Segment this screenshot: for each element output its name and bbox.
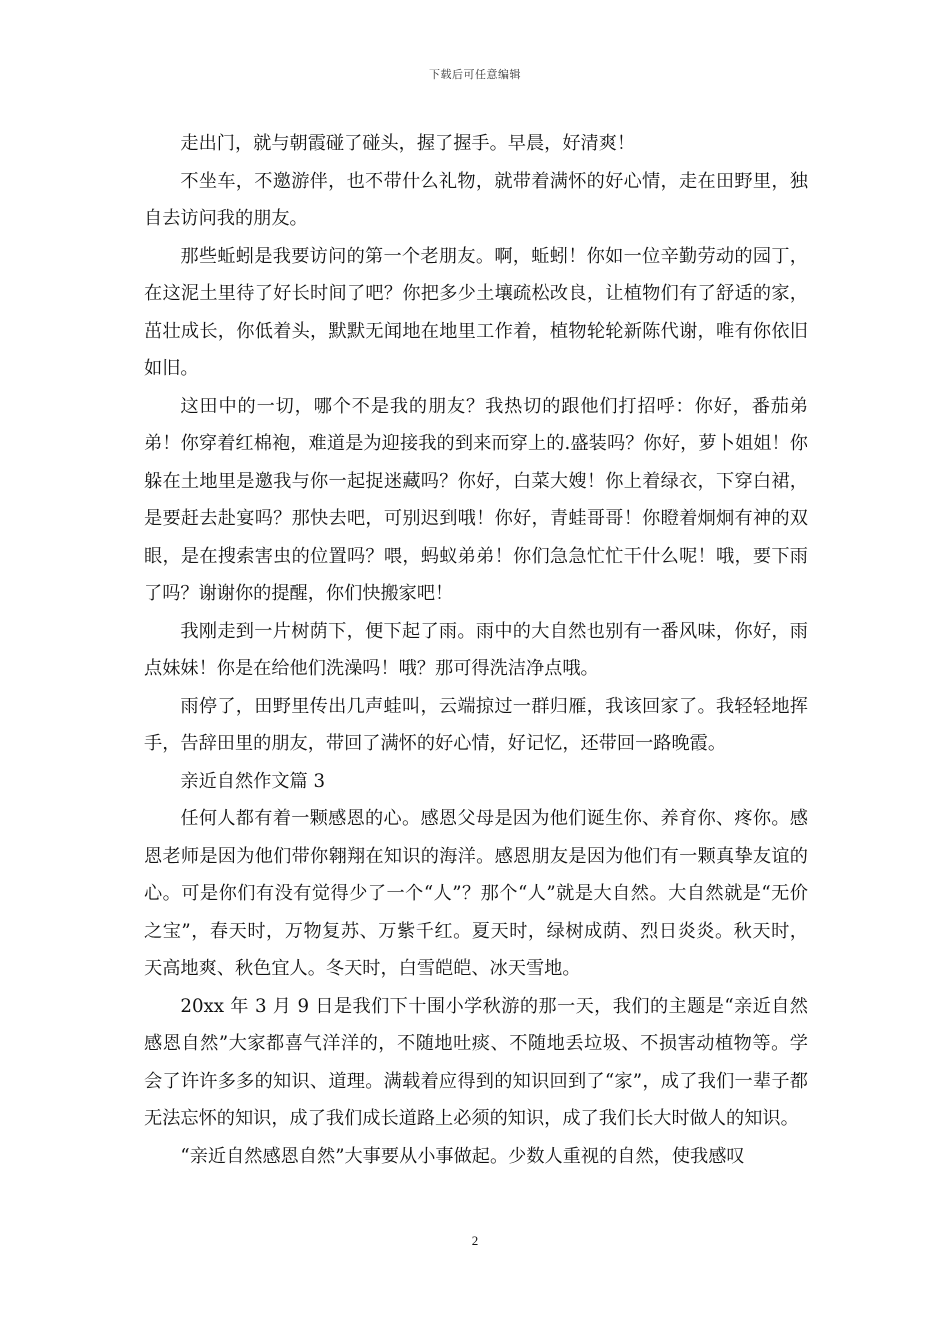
paragraph: 这田中的一切，哪个不是我的朋友？我热切的跟他们打招呼：你好，番茄弟弟！你穿着红棉袍，难道是为迎接我的到来而穿上的.盛装吗？你好，萝卜姐姐！你躲在土地里是邀我与你一起捉迷藏吗？你好，白菜大嫂！你上着绿衣，下穿白裙，是要赶去赴宴吗？那快去吧，可别迟到哦！你好，青蛙哥哥！你瞪着炯炯有神的双眼，是在搜索害虫的位置吗？喂，蚂蚁弟弟！你们急急忙忙干什么呢！哦，要下雨了吗？谢谢你的提醒，你们快搬家吧！: [144, 395, 808, 604]
paragraph: 走出门，就与朝霞碰了碰头，握了握手。早晨，好清爽！: [180, 133, 636, 154]
paragraph: “亲近自然感恩自然”大事要从小事做起。少数人重视的自然，使我感叹: [180, 1145, 745, 1167]
section-heading: 亲近自然作文篇 3: [180, 770, 326, 792]
page-header: 下载后可任意编辑: [429, 68, 521, 81]
page-number: 2: [471, 1233, 479, 1248]
paragraph: 20xx 年 3 月 9 日是我们下十围小学秋游的那一天，我们的主题是“亲近自然感恩自然”大家都喜气洋洋的，不随地吐痰、不随地丢垃圾、不损害动植物等。学会了许许多多的知识、道理。满载着应得到的知识回到了“家”，成了我们一辈子都无法忘怀的知识，成了我们成长道路上必须的知识，成了我们长大时做人的知识。: [144, 995, 808, 1129]
paragraph: 那些蚯蚓是我要访问的第一个老朋友。啊，蚯蚓！你如一位辛勤劳动的园丁，在这泥土里待了好长时间了吧？你把多少土壤疏松改良，让植物们有了舒适的家，茁壮成长，你低着头，默默无闻地在地里工作着，植物轮轮新陈代谢，唯有你依旧如旧。: [144, 245, 808, 379]
document-body: [144, 125, 808, 1175]
paragraph: 我刚走到一片树荫下，便下起了雨。雨中的大自然也别有一番风味，你好，雨点妹妹！你是在给他们洗澡吗！哦？那可得洗洁净点哦。: [144, 620, 808, 679]
paragraph: 雨停了，田野里传出几声蛙叫，云端掠过一群归雁，我该回家了。我轻轻地挥手，告辞田里的朋友，带回了满怀的好心情，好记忆，还带回一路晚霞。: [144, 695, 808, 754]
paragraph: 任何人都有着一颗感恩的心。感恩父母是因为他们诞生你、养育你、疼你。感恩老师是因为他们带你翱翔在知识的海洋。感恩朋友是因为他们有一颗真挚友谊的心。可是你们有没有觉得少了一个“人”？那个“人”就是大自然。大自然就是“无价之宝”，春天时，万物复苏、万紫千红。夏天时，绿树成荫、烈日炎炎。秋天时，天高地爽、秋色宜人。冬天时，白雪皑皑、冰天雪地。: [144, 808, 808, 979]
paragraph: 不坐车，不邀游伴，也不带什么礼物，就带着满怀的好心情，走在田野里，独自去访问我的朋友。: [144, 170, 808, 229]
